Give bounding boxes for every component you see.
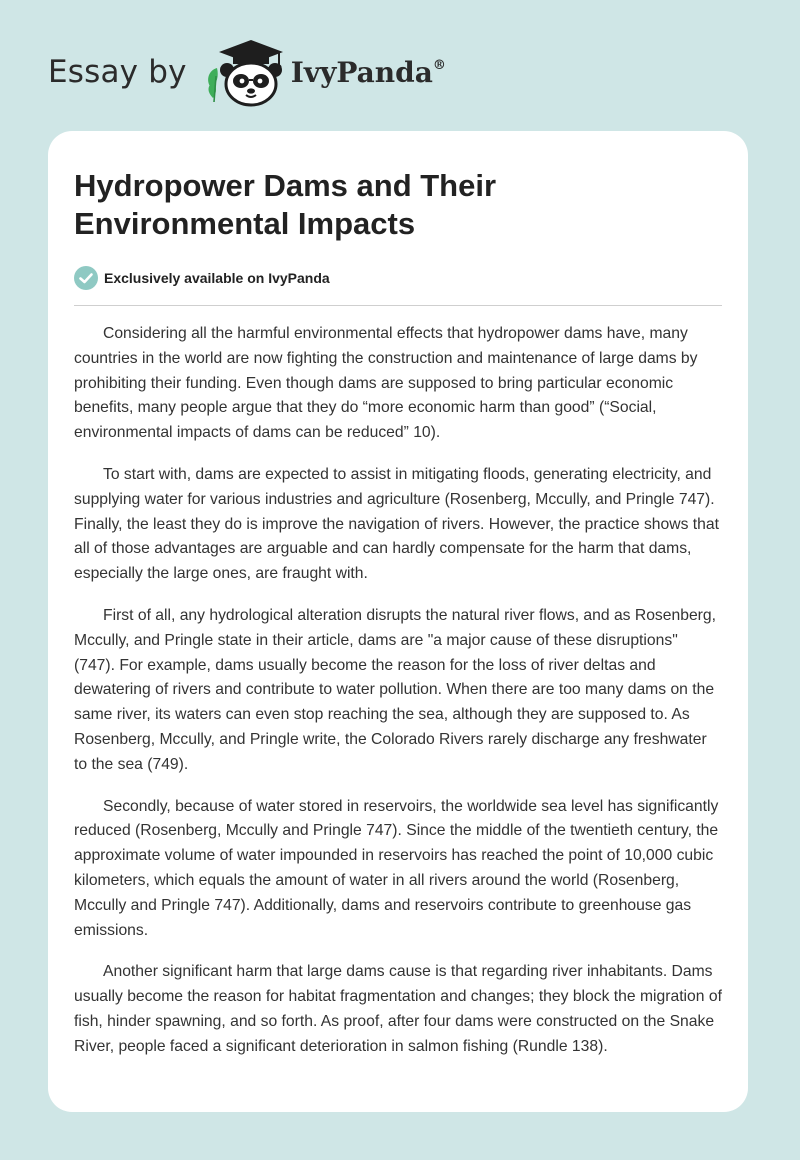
brand-name-text: IvyPanda	[290, 55, 433, 89]
paragraph-5: Another significant harm that large dams cause is that regarding river inhabitants. Dams usually become the reason for habitat fragmentation and changes; they block the migration of fish, hinder spawning, and so forth. As proof, after four dams were constructed on the Snake River, people faced a significant deterioration in salmon fishing (Rundle 138).	[74, 963, 722, 1055]
check-circle-icon	[74, 266, 98, 290]
paragraph-2: To start with, dams are expected to assist in mitigating floods, generating electricity, and supplying water for various industries and agriculture (Rosenberg, Mccully, and Pringle 747). Finally, the least they do is improve the navigation of rivers. However, the practice shows that all of those advantages are arguable and can hardly compensate for the harm that dams, especially the large ones, are fraught with.	[74, 465, 719, 583]
paragraph-4: Secondly, because of water stored in reservoirs, the worldwide sea level has significantly reduced (Rosenberg, Mccully and Pringle 747). Since the middle of the twentieth century, the approximate volume of water impounded in reservoirs has reached the point of 10,000 cubic kilometers, which equals the amount of water in all rivers around the world (Rosenberg, Mccully and Pringle 747). Additionally, dams and reservoirs contribute to greenhouse gas emissions.	[74, 797, 719, 939]
divider	[74, 305, 722, 306]
panda-logo-icon	[201, 36, 287, 108]
essay-card	[48, 131, 748, 1112]
brand-name	[291, 56, 446, 89]
trademark-mark: ®	[432, 57, 446, 73]
brand-prefix: Essay by	[48, 54, 187, 90]
paragraph-1: Considering all the harmful environmental effects that hydropower dams have, many countries in the world are now fighting the construction and maintenance of large dams by prohibiting their funding. Even though dams are supposed to bring particular economic benefits, many people argue that they do “more economic harm than good” (“Social, environmental impacts of dams can be reduced” 10).	[74, 325, 698, 442]
essay-body	[74, 322, 722, 1060]
title-line-1: Hydropower Dams and Their	[74, 168, 497, 203]
badge-text: Exclusively available on IvyPanda	[104, 270, 330, 286]
exclusive-badge	[74, 265, 722, 291]
title-line-2: Environmental Impacts	[74, 206, 416, 241]
paragraph-3: First of all, any hydrological alteration disrupts the natural river flows, and as Rosenberg, Mccully, and Pringle state in their article, dams are "a major cause of these disruptions" (747). For example, dams usually become the reason for the loss of river deltas and dewatering of rivers and contribute to water pollution. When there are too many dams on the same river, its waters can even stop reaching the sea, although they are supposed to. As Rosenberg, Mccully, and Pringle write, the Colorado Rivers rarely discharge any freshwater to the sea (749).	[74, 606, 716, 773]
brand-header	[48, 36, 446, 108]
essay-title	[74, 167, 722, 243]
